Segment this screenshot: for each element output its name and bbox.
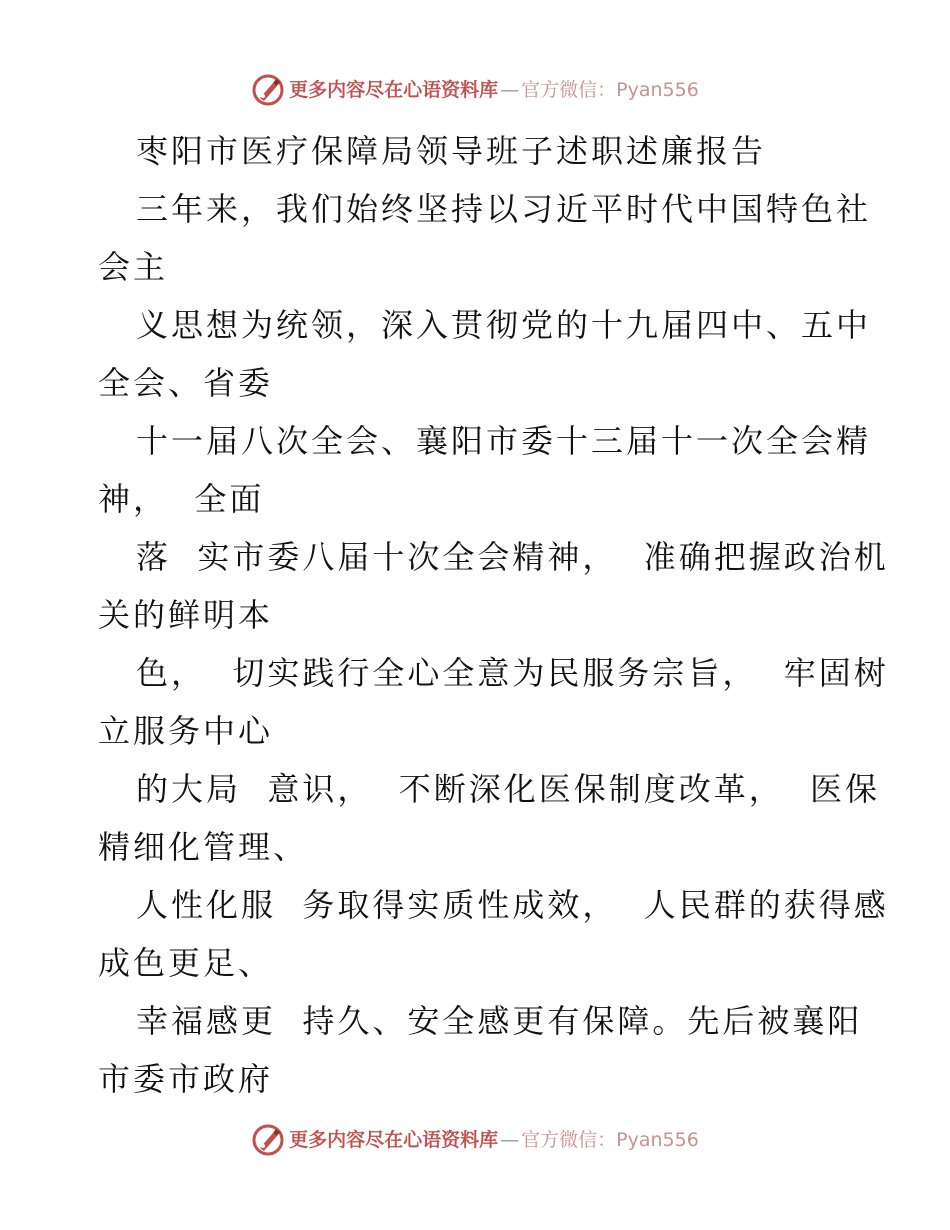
document-body (98, 122, 889, 1108)
paragraph-line: 神， 全面 (98, 480, 265, 518)
banner-text (289, 1128, 699, 1151)
paragraph-line: 色， 切实践行全心全意为民服务宗旨， 牢固树 (136, 654, 889, 692)
banner-main-text: 更多内容尽在心语资料库 (289, 1128, 499, 1151)
banner-main-text: 更多内容尽在心语资料库 (289, 78, 499, 101)
paragraph-line: 全会、省委 (98, 364, 274, 402)
footer-watermark-banner (0, 1120, 950, 1160)
paragraph-line: 立服务中心 (98, 712, 274, 750)
paragraph-line: 的大局 意识， 不断深化医保制度改革， 医保 (136, 770, 881, 808)
banner-separator: — (500, 78, 520, 101)
paragraph-line: 人性化服 务取得实质性成效， 人民群的获得感 (136, 886, 889, 924)
document-title: 枣阳市医疗保障局领导班子述职述廉报告 (136, 132, 767, 170)
header-watermark-banner (0, 70, 950, 110)
paragraph-line: 成色更足、 (98, 944, 274, 982)
paragraph-line: 精细化管理、 (98, 828, 309, 866)
banner-contact-text: 官方微信：Pyan556 (521, 1128, 699, 1151)
paragraph-line: 义思想为统领，深入贯彻党的十九届四中、五中 (136, 306, 872, 344)
banner-text (289, 78, 699, 101)
paragraph-line: 十一届八次全会、襄阳市委十三届十一次全会精 (136, 422, 872, 460)
banner-contact-text: 官方微信：Pyan556 (521, 78, 699, 101)
paragraph-line: 幸福感更 持久、安全感更有保障。先后被襄阳 (136, 1002, 863, 1040)
paragraph-line: 落 实市委八届十次全会精神， 准确把握政治机 (136, 538, 889, 576)
paragraph-line: 三年来，我们始终坚持以习近平时代中国特色社 (136, 190, 872, 228)
pen-logo-icon (251, 73, 285, 107)
pen-logo-icon (251, 1123, 285, 1157)
paragraph-line: 关的鲜明本 (98, 596, 274, 634)
paragraph-line: 市委市政府 (98, 1060, 274, 1098)
paragraph-line: 会主 (98, 248, 169, 286)
banner-separator: — (500, 1128, 520, 1151)
